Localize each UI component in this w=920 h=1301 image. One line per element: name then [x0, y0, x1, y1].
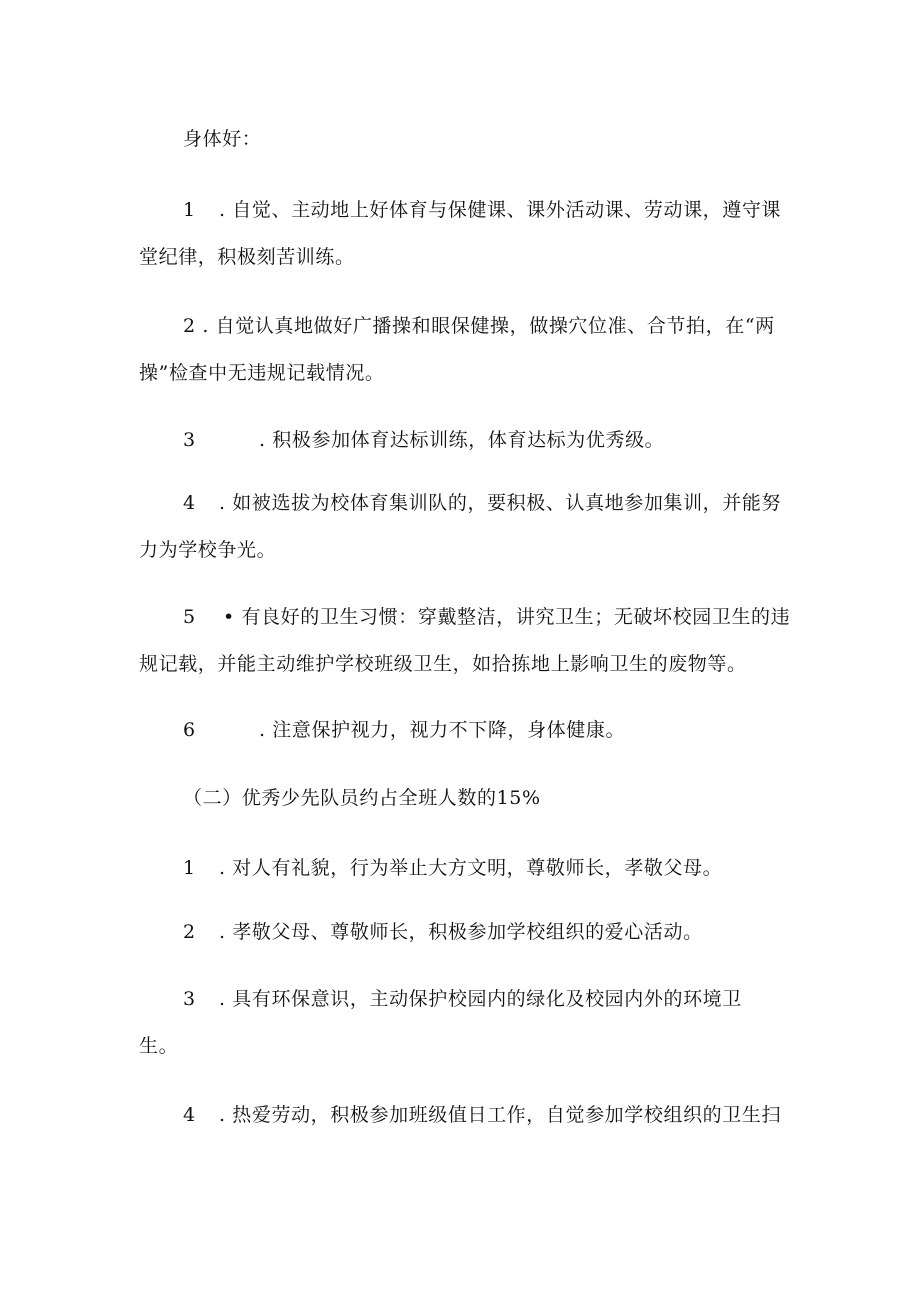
item-text: 有良好的卫生习惯：穿戴整洁，讲究卫生；无破坏校园卫生的违 — [241, 606, 791, 628]
item-separator: . — [202, 315, 209, 337]
item-text: 孝敬父母、尊敬师长，积极参加学校组织的爱心活动。 — [232, 921, 703, 943]
section-two-heading-text: （二）优秀少先队员约占全班人数的15% — [183, 787, 541, 809]
heading-body-text: 身体好： — [183, 128, 262, 150]
item-text-continued: 生。 — [139, 1035, 179, 1057]
section-two-heading — [183, 786, 541, 810]
item-text: 积极参加体育达标训练，体育达标为优秀级。 — [272, 429, 665, 451]
body-item-1-line-2 — [139, 245, 355, 269]
item-separator: . — [258, 429, 266, 451]
item-bullet: • — [222, 606, 235, 628]
heading-body — [183, 127, 261, 151]
body-item-6 — [183, 718, 625, 742]
item-text: 自觉、主动地上好体育与保健课、课外活动课、劳动课，遵守课 — [232, 199, 782, 221]
item-separator: . — [258, 719, 266, 741]
item-text-continued: 堂纪律，积极刻苦训练。 — [139, 246, 355, 268]
body-item-4-line-2 — [139, 538, 276, 562]
item-number: 3 — [183, 988, 196, 1010]
item-text-continued: 操”检查中无违规记载情况。 — [139, 362, 385, 384]
body-item-4-line-1 — [183, 491, 781, 515]
item-separator: . — [218, 1104, 226, 1126]
item-number: 6 — [183, 719, 196, 741]
pioneer-item-3-line-2 — [139, 1034, 178, 1058]
item-text: 如被选拔为校体育集训队的，要积极、认真地参加集训，并能努 — [232, 492, 782, 514]
item-number: 4 — [183, 492, 196, 514]
body-item-3 — [183, 428, 664, 452]
item-number: 2 — [183, 315, 196, 337]
item-text: 自觉认真地做好广播操和眼保健操，做操穴位准、合节拍，在“两 — [215, 315, 775, 337]
pioneer-item-2 — [183, 920, 703, 944]
item-number: 5 — [183, 606, 196, 628]
item-text: 注意保护视力，视力不下降，身体健康。 — [272, 719, 626, 741]
item-text: 对人有礼貌，行为举止大方文明，尊敬师长，孝敬父母。 — [232, 857, 723, 879]
body-item-2-line-2 — [139, 361, 385, 385]
pioneer-item-3-line-1 — [183, 987, 742, 1011]
body-item-5-line-1 — [183, 605, 790, 629]
item-number: 2 — [183, 921, 196, 943]
item-text: 热爱劳动，积极参加班级值日工作，自觉参加学校组织的卫生扫 — [232, 1104, 782, 1126]
item-number: 4 — [183, 1104, 196, 1126]
item-separator: . — [218, 988, 226, 1010]
item-text-continued: 规记载，并能主动维护学校班级卫生，如拾拣地上影响卫生的废物等。 — [139, 653, 747, 675]
item-separator: . — [218, 199, 226, 221]
item-separator: . — [218, 492, 226, 514]
body-item-1-line-1 — [183, 198, 781, 222]
item-number: 1 — [183, 199, 196, 221]
item-separator: . — [218, 857, 226, 879]
pioneer-item-4 — [183, 1103, 781, 1127]
body-item-2-line-1 — [183, 314, 775, 338]
item-number: 1 — [183, 857, 196, 879]
item-text-continued: 力为学校争光。 — [139, 539, 277, 561]
pioneer-item-1 — [183, 856, 722, 880]
item-number: 3 — [183, 429, 196, 451]
body-item-5-line-2 — [139, 652, 747, 676]
item-text: 具有环保意识，主动保护校园内的绿化及校园内外的环境卫 — [232, 988, 742, 1010]
item-separator: . — [218, 921, 226, 943]
